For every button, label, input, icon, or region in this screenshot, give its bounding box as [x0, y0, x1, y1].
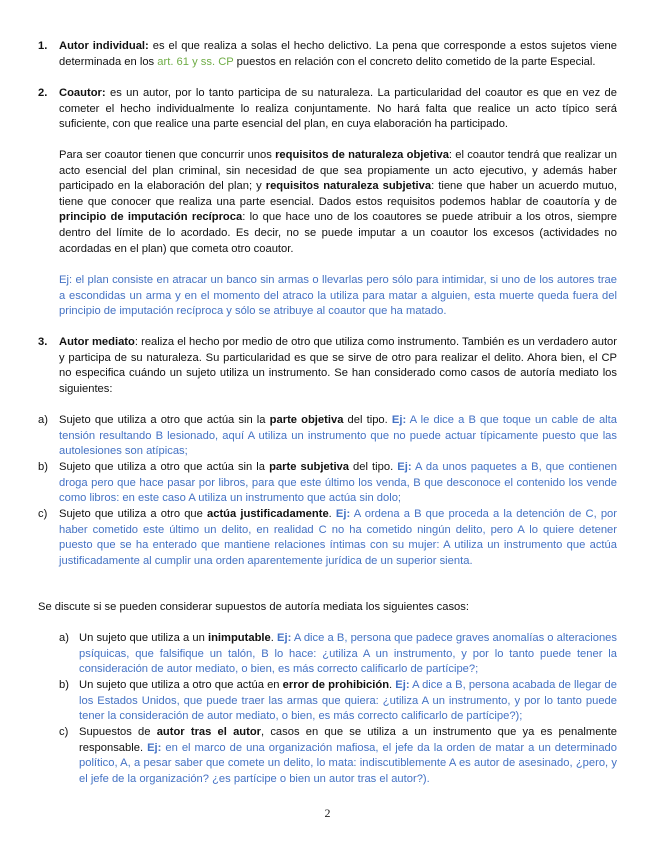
example-text: en el marco de una organización mafiosa, el jefe da la orden de matar a un determinado político, A, a pesar saber que comete un delito, lo mata: indiscutiblemente A es autor de asesinado, ¿pero, y el jefe de la organización? ¿es partícipe o bien un autor tras el autor?).	[79, 741, 618, 785]
case-example	[79, 742, 617, 785]
coautor-example: Ej: el plan consiste en atracar un banco sin armas o llevarlas pero sólo para intimidar, si uno de los autores trae a escondidas un arma y en el momento del atraco la utiliza para matar a alguien, esta muerte queda fuera del principio de imputación recíproca y sólo se atribuye al coautor que ha matado.	[59, 274, 617, 318]
disputed-letter: c)	[59, 726, 69, 738]
page-number: 2	[324, 806, 331, 820]
case-text: .	[328, 508, 336, 520]
case-text: , casos en que se utiliza a un instrumento que ya es penalmente responsable.	[79, 726, 618, 754]
bold-term: parte objetiva	[269, 414, 344, 426]
case-item	[59, 460, 617, 507]
case-text: .	[389, 679, 396, 691]
item-text: : realiza el hecho por medio de otro que utiliza como instrumento. También es un verdadero autor y participa de su naturaleza. Su particularidad es que se sirve de otro para realizar el delito. Ahora bien, el CP no especifica cuándo un sujeto utiliza un instrumento. Se han considerado como casos de autoría mediato los siguientes:	[59, 336, 618, 395]
disputed-item	[79, 725, 617, 787]
item-text: puestos en relación con el concreto delito cometido de la parte Especial.	[233, 55, 596, 68]
case-text: .	[270, 632, 278, 644]
case-text: del tipo.	[349, 461, 398, 473]
item-number: 2.	[38, 87, 48, 99]
case-letter: b)	[38, 461, 48, 473]
paragraph-text: Para ser coautor tienen que concurrir unos	[59, 149, 276, 161]
example-label: Ej:	[335, 508, 351, 520]
bold-term: requisitos de naturaleza objetiva	[275, 149, 449, 161]
item-text: es un autor, por lo tanto participa de su naturaleza. La particularidad del coautor es que en vez de cometer el hecho individualmente lo realiza conjuntamente. No hará falta que realice un acto típico será suficiente, con que realice una parte esencial del plan, en cuya elaboración ha participado.	[59, 87, 617, 131]
paragraph-text: : tiene que haber un acuerdo mutuo, tiene que conocer que realiza una parte esencial. Dados estos requisitos podemos hablar de coautoría y de	[59, 180, 617, 208]
example-text: A dice a B, persona que padece graves anomalías o alteraciones psíquicas, que falsifique un talón, B lo hace: ¿utiliza A un instrumento, y por lo tanto puede tener la consideración de autor mediato, o bien, es más correcto calificarlo de partícipe?;	[79, 632, 617, 676]
case-text: Sujeto que utiliza a otro que actúa sin la	[59, 461, 270, 473]
example-label: Ej:	[147, 741, 162, 754]
term-coautor: Coautor:	[59, 87, 106, 99]
case-item	[59, 507, 617, 569]
case-text: Supuestos de	[79, 726, 157, 738]
coautor-requirements-paragraph	[59, 148, 617, 257]
paragraph-text: : lo que hace uno de los coautores se puede atribuir a los otros, siempre dentro del límite de lo acordado. Es decir, no se puede imputar a un coautor los excesos (actividades no acordadas en el plan) que cometa otro coautor.	[59, 211, 618, 255]
item-number: 3.	[38, 336, 48, 348]
case-text: Sujeto que utiliza a otro que	[59, 508, 208, 520]
example-label: Ej:	[397, 461, 412, 473]
item-text: es el que realiza a solas el hecho delictivo. La pena que corresponde a estos sujetos viene determinada en los	[59, 40, 617, 68]
paragraph-text: : el coautor tendrá que realizar un acto esencial del plan criminal, sin necesidad de que sea propiamente un acto ejecutivo, y además haber participado en la elaboración del plan; y	[59, 149, 617, 193]
bold-term: autor tras el autor	[156, 726, 262, 738]
example-label: Ej:	[277, 632, 292, 644]
example-label: Ej:	[395, 679, 410, 691]
bold-term: inimputable	[207, 632, 271, 644]
article-reference: art. 61 y ss. CP	[157, 55, 234, 68]
term-autor-mediato: Autor mediato	[59, 336, 135, 348]
bold-term: requisitos naturaleza subjetiva	[265, 180, 432, 193]
term-autor-individual: Autor individual:	[59, 40, 149, 52]
example-text: A dice a B, persona acabada de llegar de los Estados Unidos, que puede traer las armas que quiera: ¿utiliza A un instrumento, y por lo tanto puede tener la consideración de autor mediato, o bien, es más correcto calificarlo de partícipe?);	[79, 679, 617, 723]
case-text: Un sujeto que utiliza a otro que actúa en	[79, 679, 283, 691]
disputed-item	[79, 631, 617, 678]
case-letter: a)	[38, 414, 48, 426]
disputed-item	[79, 678, 617, 725]
item-autor-mediato	[59, 335, 617, 397]
bold-term: actúa justificadamente	[207, 508, 329, 520]
example-text: A ordena a B que proceda a la detención de C, por haber cometido este último un delito, en realidad C no ha cometido ningún delito, pero A lo quiere detener puesto que se ha enterado que mantiene relaciones íntimas con su mujer: A utiliza un instrumento que actúa justificadamente al cumplir una orden aparentemente jurídica de un superior sienta.	[59, 508, 618, 567]
case-letter: c)	[38, 508, 48, 520]
case-text: Un sujeto que utiliza a un	[79, 632, 208, 644]
disputed-letter: a)	[59, 632, 69, 644]
bold-term: parte subjetiva	[269, 461, 349, 473]
item-autor-individual	[59, 39, 617, 70]
disputed-letter: b)	[59, 679, 69, 691]
case-text: Sujeto que utiliza a otro que actúa sin la	[59, 414, 270, 426]
bold-term: error de prohibición	[282, 679, 390, 691]
item-number: 1.	[38, 40, 48, 52]
example-text: A da unos paquetes a B, que contienen droga pero que hace pasar por libros, para que este último los venda, B que desconoce el contenido los vende como libros: en este caso A utiliza un instrumento que actúa sin dolo;	[59, 461, 617, 505]
case-text: del tipo.	[343, 414, 392, 426]
example-text: A le dice a B que toque un cable de alta tensión resultando B lesionado, aquí A utiliza un instrumento que no puede actuar típicamente puesto que las autolesiones son atípicas;	[59, 414, 618, 458]
case-item	[59, 413, 617, 460]
bold-term: principio de imputación recíproca	[59, 211, 243, 224]
example-label: Ej:	[391, 414, 407, 426]
item-coautor	[59, 86, 617, 133]
discussion-intro: Se discute si se pueden considerar supuestos de autoría mediata los siguientes casos:	[38, 601, 469, 613]
